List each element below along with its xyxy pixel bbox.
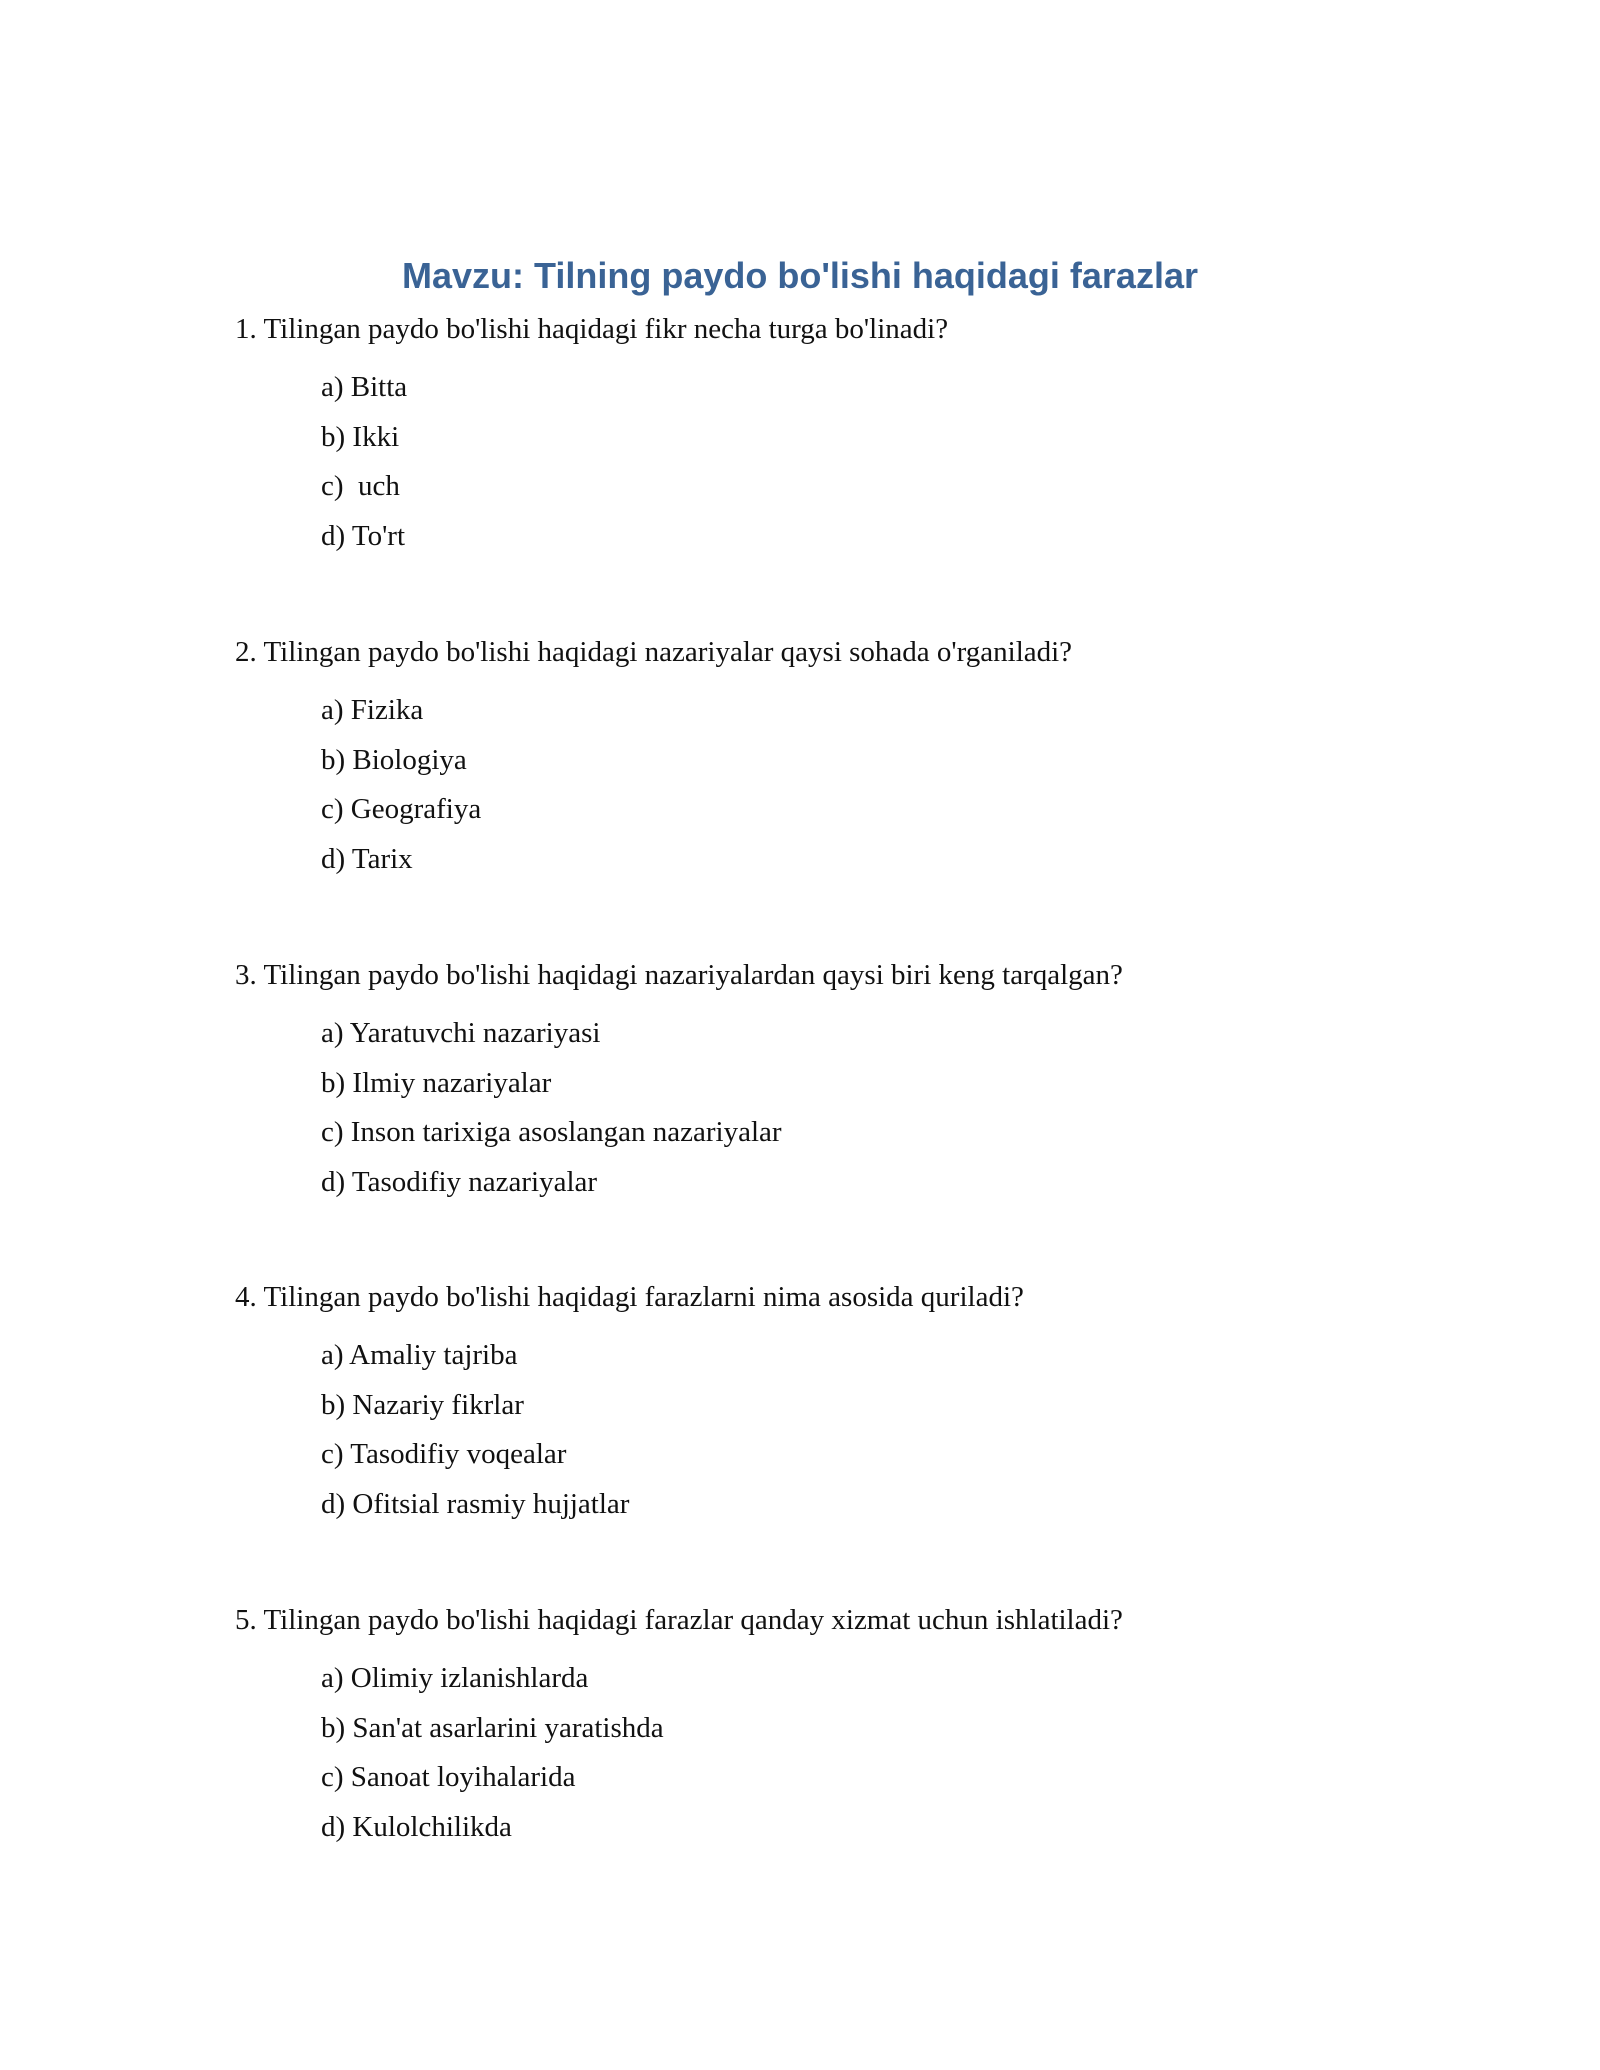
question-text: 2. Tilingan paydo bo'lishi haqidagi nazariyalar qaysi sohada o'rganiladi? (235, 636, 1073, 668)
option-c: c) Geografiya (321, 793, 482, 825)
question-text: 1. Tilingan paydo bo'lishi haqidagi fikr necha turga bo'linadi? (235, 313, 949, 345)
option-d: d) Tasodifiy nazariyalar (321, 1165, 598, 1198)
option-d: d) Ofitsial rasmiy hujjatlar (321, 1487, 630, 1520)
option-d: d) Tarix (321, 842, 413, 875)
question-2 (235, 632, 1385, 884)
answer-options (321, 363, 1385, 561)
question-text: 4. Tilingan paydo bo'lishi haqidagi farazlarni nima asosida quriladi? (235, 1281, 1024, 1313)
page-title: Mavzu: Tilning paydo bo'lishi haqidagi farazlar (402, 255, 1198, 296)
answer-options (321, 1009, 1385, 1207)
option-d: d) To'rt (321, 519, 406, 552)
option-c: c) Inson tarixiga asoslangan nazariyalar (321, 1116, 782, 1148)
option-a: a) Amaliy tajriba (321, 1339, 518, 1371)
option-a: a) Bitta (321, 371, 408, 403)
option-c: c) Sanoat loyihalarida (321, 1761, 576, 1793)
question-1 (235, 309, 1385, 561)
option-b: b) San'at asarlarini yaratishda (321, 1711, 664, 1744)
option-b: b) Ilmiy nazariyalar (321, 1066, 552, 1099)
answer-options (321, 1331, 1385, 1529)
option-b: b) Nazariy fikrlar (321, 1388, 524, 1421)
question-3 (235, 955, 1385, 1207)
answer-options (321, 686, 1385, 884)
question-text: 5. Tilingan paydo bo'lishi haqidagi farazlar qanday xizmat uchun ishlatiladi? (235, 1604, 1123, 1636)
question-5 (235, 1600, 1385, 1852)
option-a: a) Olimiy izlanishlarda (321, 1662, 589, 1694)
option-c: c) uch (321, 470, 400, 502)
question-text: 3. Tilingan paydo bo'lishi haqidagi nazariyalardan qaysi biri keng tarqalgan? (235, 959, 1123, 991)
option-b: b) Biologiya (321, 743, 467, 776)
option-a: a) Yaratuvchi nazariyasi (321, 1017, 601, 1049)
option-c: c) Tasodifiy voqealar (321, 1438, 567, 1470)
option-a: a) Fizika (321, 694, 424, 726)
option-d: d) Kulolchilikda (321, 1810, 512, 1843)
answer-options (321, 1654, 1385, 1852)
question-4 (235, 1277, 1385, 1529)
option-b: b) Ikki (321, 420, 400, 453)
